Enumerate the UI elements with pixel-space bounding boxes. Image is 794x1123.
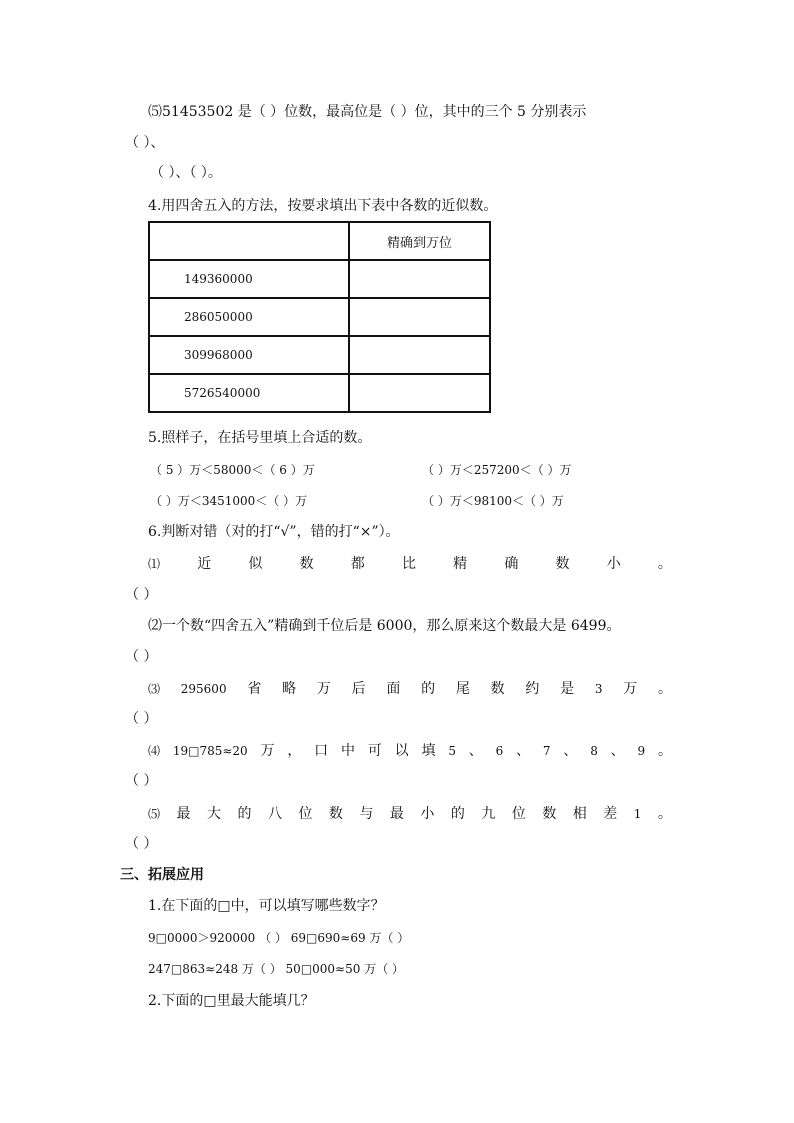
item-char: 9 <box>637 744 646 758</box>
item-char: 3 <box>594 682 603 696</box>
table-row <box>149 298 490 336</box>
table-cell-answer[interactable] <box>349 374 490 412</box>
q3-5-line3: （ ）、（ ）。 <box>150 165 222 181</box>
q4-title: 4.用四舍五入的方法，按要求填出下表中各数的近似数。 <box>148 198 498 214</box>
q6-item-4 <box>148 742 672 760</box>
item-char: 数 <box>490 681 505 697</box>
table-header-cell <box>149 222 349 260</box>
table-cell-answer[interactable] <box>349 298 490 336</box>
s3-q1-row2: 247□863≈248 万（ ） 50□000≈50 万（ ） <box>148 962 405 976</box>
item-char: 尾 <box>455 681 470 697</box>
item-char: 数 <box>328 806 343 822</box>
answer-paren[interactable]: （ ） <box>125 649 158 665</box>
item-char: 差 <box>603 806 618 822</box>
q6-item-2: ⑵一个数“四舍五入”精确到千位后是 6000，那么原来这个数最大是 6499。 <box>148 618 621 634</box>
item-number: ⑸ <box>148 807 161 821</box>
table-cell-answer[interactable] <box>349 260 490 298</box>
approx-table <box>148 221 491 413</box>
item-char: 省 <box>247 681 262 697</box>
item-char: 九 <box>481 806 496 822</box>
table-cell-answer[interactable] <box>349 336 490 374</box>
item-char: 是 <box>560 681 575 697</box>
item-char: 可 <box>367 743 382 759</box>
item-char: 、 <box>563 743 578 759</box>
item-char: 最 <box>176 806 191 822</box>
q5-row2-right: （ ）万＜98100＜（ ）万 <box>422 494 564 508</box>
item-char: 相 <box>572 806 587 822</box>
item-char: 最 <box>389 806 404 822</box>
item-char: 位 <box>298 806 313 822</box>
item-char: 都 <box>350 556 365 572</box>
item-char: 与 <box>359 806 374 822</box>
item-char: 。 <box>657 806 672 822</box>
s3-q1-title: 1.在下面的□中，可以填写哪些数字？ <box>148 898 385 914</box>
item-char: 约 <box>525 681 540 697</box>
table-header-row <box>149 222 490 260</box>
q5-row1-left: （ 5 ）万＜58000＜（ 6 ）万 <box>150 463 315 477</box>
item-char: 的 <box>450 806 465 822</box>
q3-5-line2: （ ）、 <box>125 135 165 151</box>
item-number: ⑴ <box>148 557 161 571</box>
section-title: 三、拓展应用 <box>120 867 204 883</box>
item-char: 精 <box>453 556 468 572</box>
s3-q1-row1: 9□0000＞920000 （ ） 69□690≈69 万（ ） <box>148 931 410 945</box>
item-char: 填 <box>421 743 436 759</box>
item-char: 万 <box>623 681 638 697</box>
q6-title: 6.判断对错（对的打“√”，错的打“×”）。 <box>148 524 400 540</box>
item-char: 以 <box>394 743 409 759</box>
answer-paren[interactable]: （ ） <box>125 711 158 727</box>
table-row <box>149 336 490 374</box>
answer-paren[interactable]: （ ） <box>125 836 158 852</box>
table-cell-number: 5726540000 <box>149 374 349 412</box>
item-char: 。 <box>657 681 672 697</box>
q5-row2-left: （ ）万＜3451000＜（ ）万 <box>150 494 308 508</box>
item-char: 数 <box>555 556 570 572</box>
item-char: 的 <box>421 681 436 697</box>
item-char: 。 <box>657 556 672 572</box>
table-cell-number: 309968000 <box>149 336 349 374</box>
item-char: 5 <box>448 744 456 758</box>
item-char: 的 <box>237 806 252 822</box>
item-char: 6 <box>495 744 504 758</box>
item-char: 口 <box>314 743 329 759</box>
item-char: 位 <box>511 806 526 822</box>
q5-row1-right: （ ）万＜257200＜（ ）万 <box>422 463 572 477</box>
item-char: 小 <box>606 556 621 572</box>
table-cell-number: 286050000 <box>149 298 349 336</box>
item-char: 数 <box>542 806 557 822</box>
item-char: 1 <box>633 807 642 821</box>
q3-5-line1: ⑸51453502 是（ ）位数，最高位是（ ）位，其中的三个 5 分别表示 <box>148 104 587 120</box>
table-cell-number: 149360000 <box>149 260 349 298</box>
item-char: 19□785≈20 <box>172 744 248 758</box>
item-char: 略 <box>282 681 297 697</box>
table-header-cell: 精确到万位 <box>349 222 490 260</box>
item-char: 中 <box>341 743 355 759</box>
item-char: 比 <box>401 556 416 572</box>
q6-item-5 <box>148 805 672 823</box>
s3-q2-title: 2.下面的□里最大能填几？ <box>148 993 315 1009</box>
item-char: 确 <box>504 556 519 572</box>
item-char: 295600 <box>180 682 227 696</box>
item-char: 、 <box>610 743 625 759</box>
item-char: 。 <box>657 743 672 759</box>
item-char: 7 <box>542 744 551 758</box>
item-char: 近 <box>197 556 212 572</box>
item-char: 面 <box>386 681 401 697</box>
item-char: 、 <box>516 743 531 759</box>
item-char: 似 <box>248 556 263 572</box>
item-char: ， <box>287 743 302 759</box>
item-char: 小 <box>420 806 435 822</box>
item-char: 、 <box>468 743 483 759</box>
item-char: 万 <box>260 743 275 759</box>
item-char: 万 <box>316 681 331 697</box>
item-char: 8 <box>590 744 598 758</box>
table-row <box>149 374 490 412</box>
item-char: 后 <box>351 681 366 697</box>
q6-item-1 <box>148 555 672 573</box>
answer-paren[interactable]: （ ） <box>125 587 158 603</box>
table-row <box>149 260 490 298</box>
answer-paren[interactable]: （ ） <box>125 773 158 789</box>
q5-title: 5.照样子，在括号里填上合适的数。 <box>148 430 372 446</box>
q6-item-3 <box>148 680 672 698</box>
item-number: ⑷ <box>148 744 161 758</box>
item-char: 八 <box>267 806 282 822</box>
item-char: 大 <box>206 806 221 822</box>
item-char: 数 <box>299 556 314 572</box>
item-number: ⑶ <box>148 682 161 696</box>
